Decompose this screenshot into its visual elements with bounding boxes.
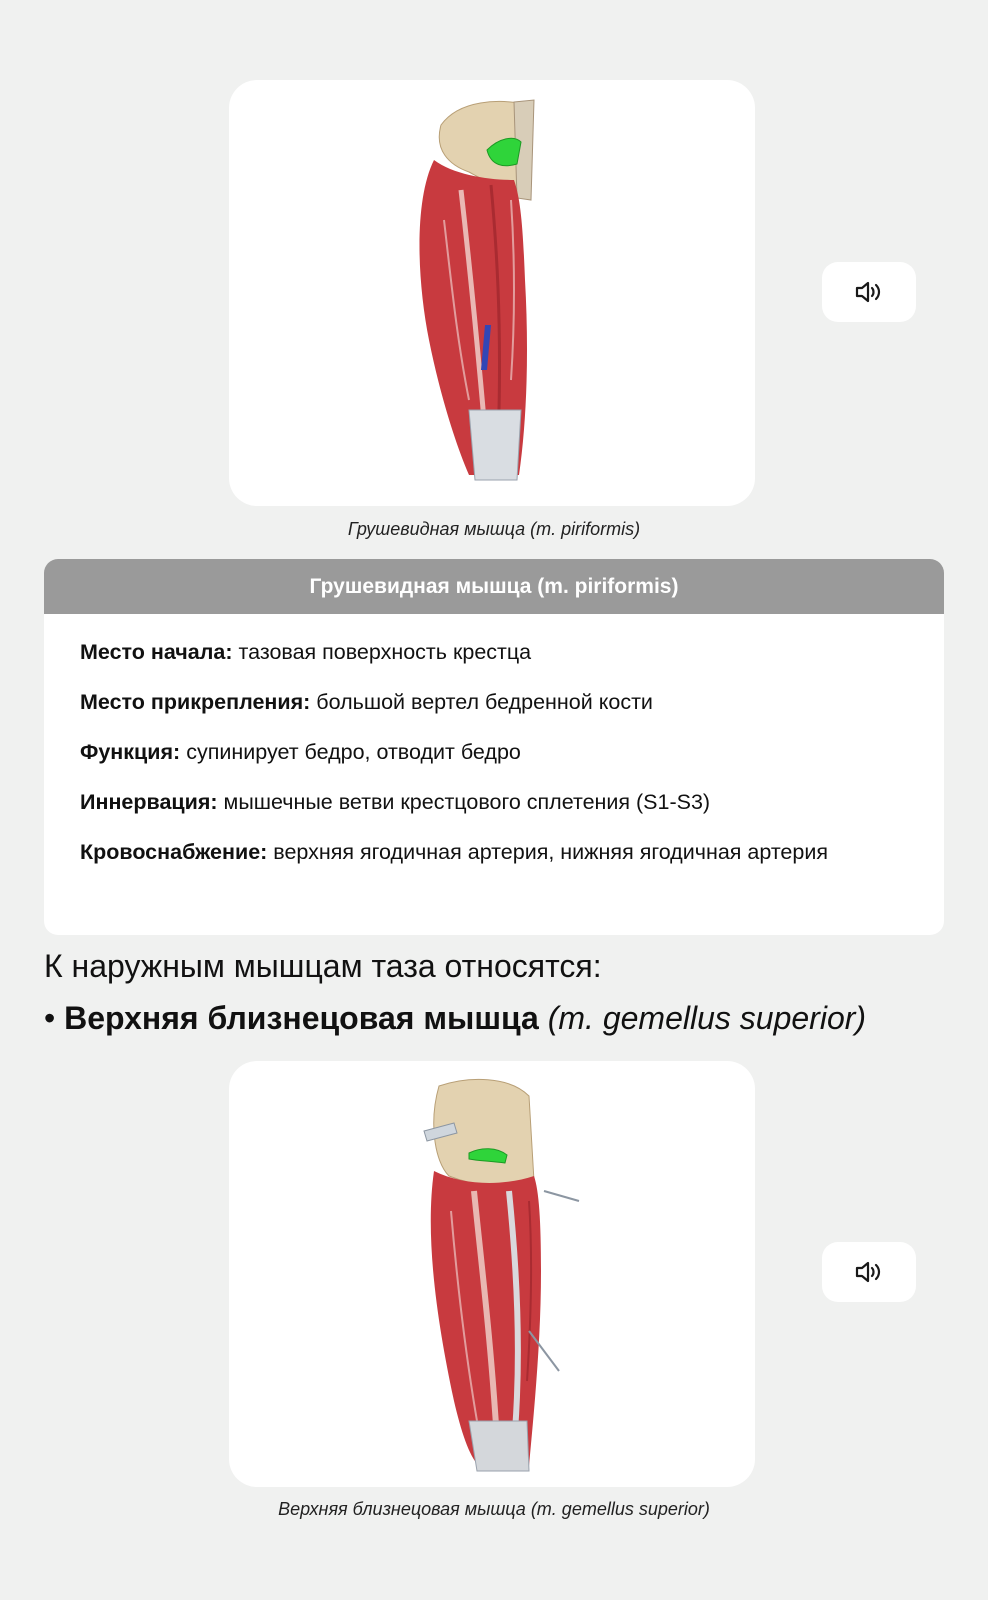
muscle-info-card [44, 559, 944, 935]
piriformis-illustration [229, 80, 755, 506]
play-audio-button[interactable] [822, 1242, 916, 1302]
speaker-icon [854, 279, 884, 305]
info-innervation [80, 786, 908, 818]
info-label: Место начала: [80, 640, 233, 664]
info-value: тазовая поверхность крестца [238, 640, 532, 664]
info-value: верхняя ягодичная артерия, нижняя ягодичная артерия [273, 840, 829, 864]
info-label: Иннервация: [80, 790, 218, 814]
info-label: Функция: [80, 740, 181, 764]
list-item [44, 1000, 866, 1037]
leg-anatomy-image [229, 1061, 755, 1487]
info-function [80, 736, 908, 768]
figure-caption: Верхняя близнецовая мышца (m. gemellus superior) [278, 1499, 710, 1519]
info-value: мышечные ветви крестцового сплетения (S1-S3) [223, 790, 711, 814]
info-label: Кровоснабжение: [80, 840, 268, 864]
info-card-title: Грушевидная мышца (m. piriformis) [44, 559, 944, 614]
play-audio-button[interactable] [822, 262, 916, 322]
bullet-marker: • [44, 1000, 56, 1036]
info-origin [80, 636, 908, 668]
muscle-name: Верхняя близнецовая мышца [64, 1000, 539, 1036]
gemellus-illustration [229, 1061, 755, 1487]
info-card-body [44, 614, 944, 868]
info-value: большой вертел бедренной кости [316, 690, 653, 714]
figure-caption: Грушевидная мышца (m. piriformis) [347, 519, 641, 539]
leg-anatomy-image [229, 80, 755, 506]
muscle-latin-name: (m. gemellus superior) [547, 1000, 867, 1036]
info-value: супинирует бедро, отводит бедро [186, 740, 521, 764]
section-intro: К наружным мышцам таза относятся: [44, 948, 602, 984]
info-label: Место прикрепления: [80, 690, 311, 714]
speaker-icon [854, 1259, 884, 1285]
info-insertion [80, 686, 908, 718]
info-blood-supply [80, 836, 908, 868]
